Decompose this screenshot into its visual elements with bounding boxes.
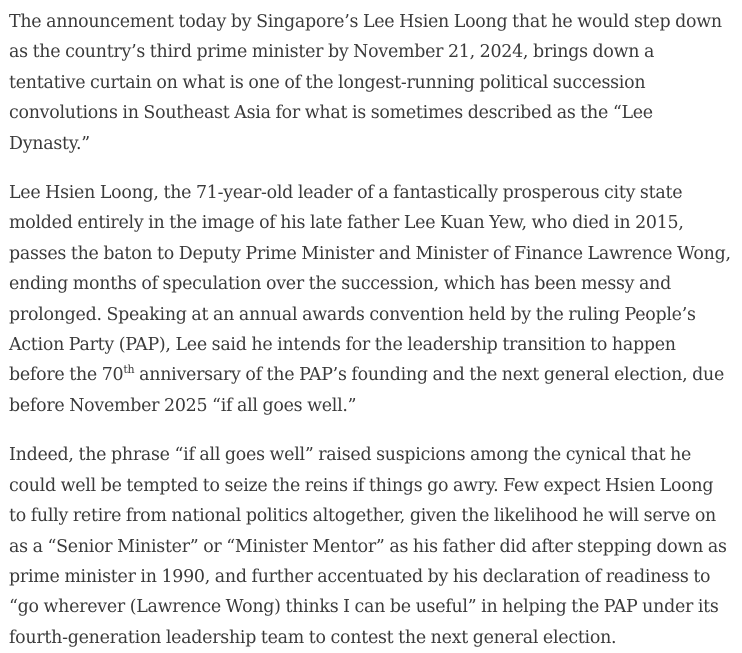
ordinal-suffix: th bbox=[123, 363, 135, 377]
paragraph-announcement: The announcement today by Singapore’s Lee Hsien Loong that he would step down as the country’s third prime minister by November 21, 2024, brings down a tentative curtain on what is one of the longest-running political succession convolutions in Southeast Asia for what is sometimes described as the “Lee Dynasty.” bbox=[9, 12, 722, 154]
paragraph-if-all-goes-well: Indeed, the phrase “if all goes well” raised suspicions among the cynical that he could well be tempted to seize the reins if things go awry. Few expect Hsien Loong to fully retire from national politics altogether, given the likelihood he will serve on as a “Senior Minister” or “Minister Mentor” as his father did after stepping down as prime minister in 1990, and further accentuated by his declaration of readiness to “go wherever (Lawrence Wong) thinks I can be useful” in helping the PAP under its fourth-generation leadership team to contest the next general election. bbox=[9, 445, 727, 648]
article-body bbox=[9, 7, 733, 653]
paragraph-succession bbox=[9, 178, 733, 421]
paragraph-succession-text-end: anniversary of the PAP’s founding and the next general election, due before November 2025 “if all goes well.” bbox=[9, 365, 725, 416]
paragraph-succession-text-start: Lee Hsien Loong, the 71-year-old leader of a fantastically prosperous city state molded entirely in the image of his late father Lee Kuan Yew, who died in 2015, passes the baton to Deputy Prime Minister and Minister of Finance Lawrence Wong, ending months of speculation over the succession, which has been messy and prolonged. Speaking at an annual awards convention held by the ruling People’s Action Party (PAP), Lee said he intends for the leadership transition to happen before the 70 bbox=[9, 183, 731, 386]
